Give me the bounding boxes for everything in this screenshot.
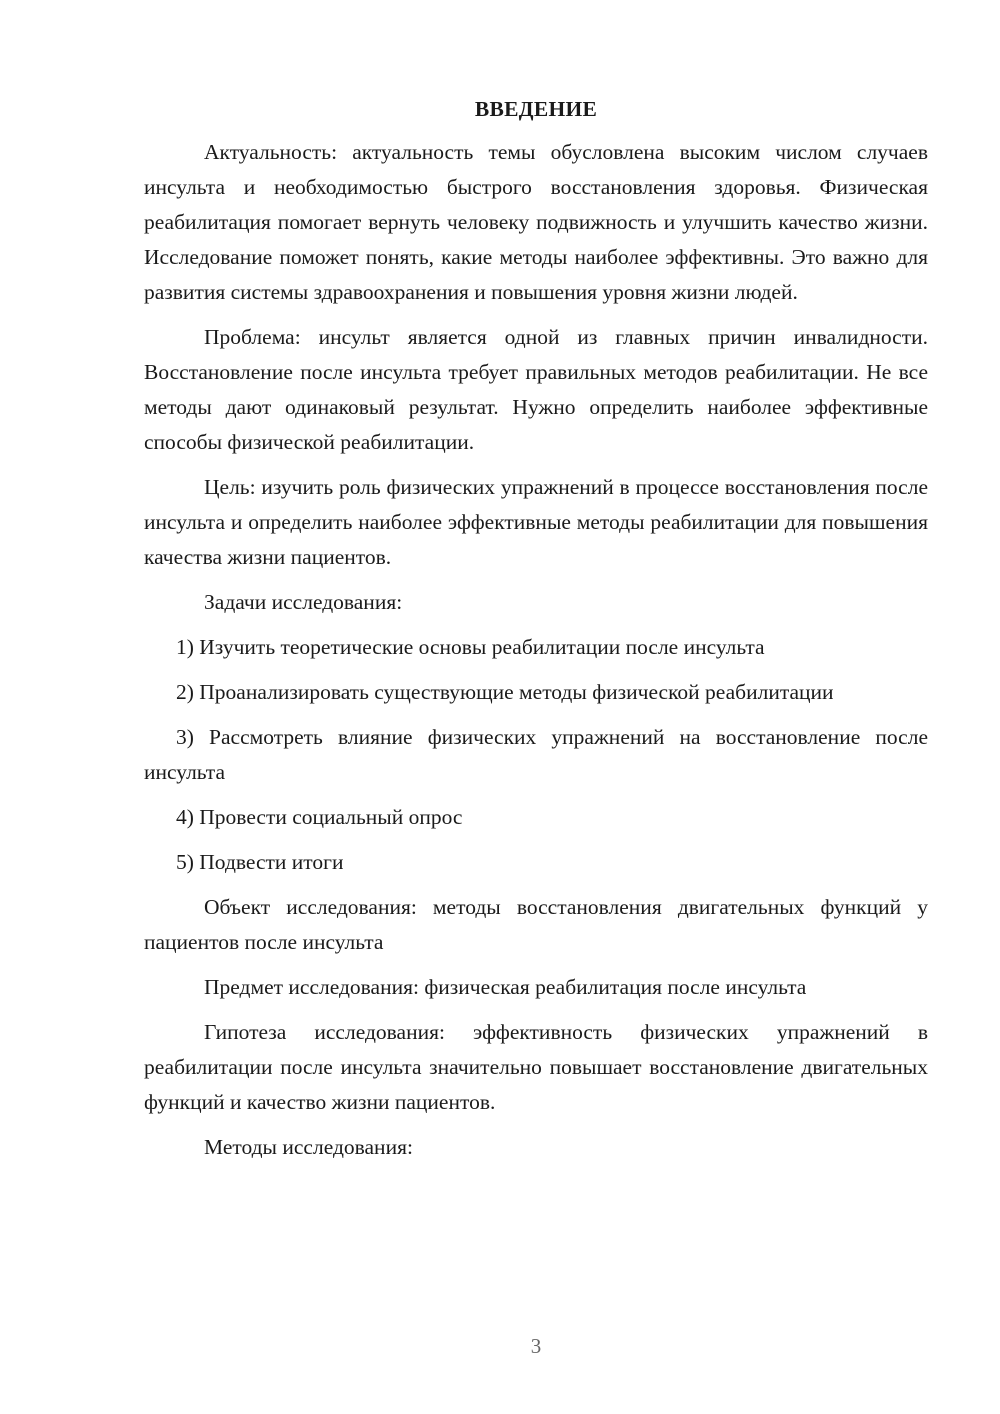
paragraph-relevance: Актуальность: актуальность темы обусловлена высоким числом случаев инсульта и необходимостью быстрого восстановления здоровья. Физическая реабилитация помогает вернуть человеку подвижность и улучшить качество жизни. Исследование поможет понять, какие методы наиболее эффективны. Это важно для развития системы здравоохранения и повышения уровня жизни людей. [144,140,928,304]
paragraph-methods-title: Методы исследования: [204,1135,413,1159]
section-heading: ВВЕДЕНИЕ [474,97,598,121]
page-number: 3 [530,1334,542,1358]
task-item-4: 4) Провести социальный опрос [176,805,463,829]
task-item-3: 3) Рассмотреть влияние физических упражнений на восстановление после инсульта [144,725,928,784]
paragraph-subject: Предмет исследования: физическая реабилитация после инсульта [204,975,807,999]
task-item-5: 5) Подвести итоги [176,850,344,874]
paragraph-problem: Проблема: инсульт является одной из главных причин инвалидности. Восстановление после инсульта требует правильных методов реабилитации. Не все методы дают одинаковый результат. Нужно определить наиболее эффективные способы физической реабилитации. [144,325,928,454]
paragraph-tasks-title: Задачи исследования: [204,590,403,614]
paragraph-goal: Цель: изучить роль физических упражнений в процессе восстановления после инсульта и определить наиболее эффективные методы реабилитации для повышения качества жизни пациентов. [144,475,928,569]
task-item-1: 1) Изучить теоретические основы реабилитации после инсульта [176,635,765,659]
document-page [144,92,928,1175]
paragraph-hypothesis: Гипотеза исследования: эффективность физических упражнений в реабилитации после инсульта значительно повышает восстановление двигательных функций и качество жизни пациентов. [144,1020,928,1114]
task-item-2: 2) Проанализировать существующие методы физической реабилитации [176,680,834,704]
paragraph-object: Объект исследования: методы восстановления двигательных функций у пациентов после инсульта [144,895,928,954]
